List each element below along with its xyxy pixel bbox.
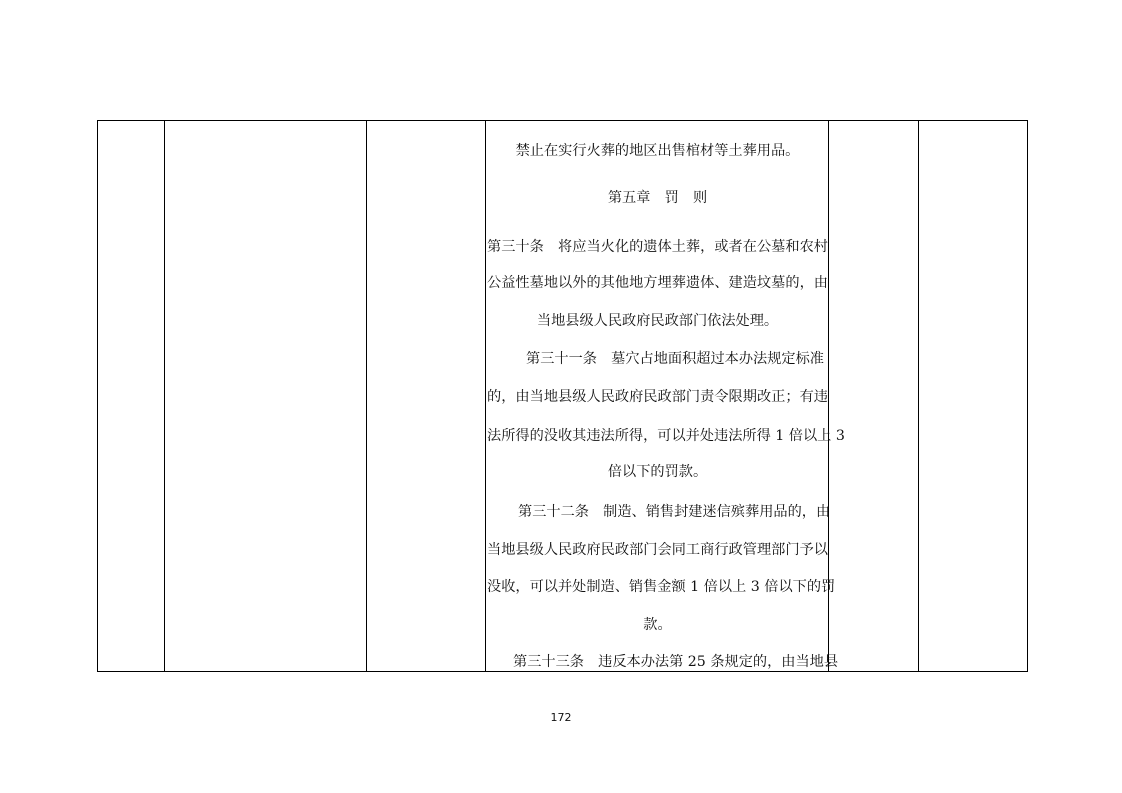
text-line: 第三十二条 制造、销售封建迷信殡葬用品的，由 (518, 504, 831, 520)
text-line: 公益性墓地以外的其他地方埋葬遗体、建造坟墓的，由 (487, 275, 828, 291)
chapter-heading: 第五章 罚 则 (607, 190, 708, 206)
text-line: 的，由当地县级人民政府民政部门责令限期改正；有违 (487, 389, 828, 405)
text-line: 倍以下的罚款。 (607, 464, 708, 480)
text-line: 款。 (643, 617, 672, 633)
text-line: 禁止在实行火葬的地区出售棺材等土葬用品。 (515, 143, 800, 159)
text-line: 第三十三条 违反本办法第 25 条规定的，由当地县 (513, 654, 839, 670)
column-divider (366, 121, 367, 671)
page-number: 172 (550, 711, 572, 724)
text-line: 当地县级人民政府民政部门会同工商行政管理部门予以 (487, 542, 828, 558)
column-divider (164, 121, 165, 671)
regulation-text-cell (487, 121, 845, 671)
text-line: 法所得的没收其违法所得，可以并处违法所得 1 倍以上 3 (487, 428, 845, 444)
regulation-table (97, 120, 1028, 672)
text-line: 第三十条 将应当火化的遗体土葬，或者在公墓和农村 (487, 239, 828, 255)
text-line: 当地县级人民政府民政部门依法处理。 (536, 313, 779, 329)
text-line: 第三十一条 墓穴占地面积超过本办法规定标准 (526, 351, 824, 367)
text-line: 没收，可以并处制造、销售金额 1 倍以上 3 倍以下的罚 (487, 579, 836, 595)
column-divider (918, 121, 919, 671)
column-divider (485, 121, 486, 671)
